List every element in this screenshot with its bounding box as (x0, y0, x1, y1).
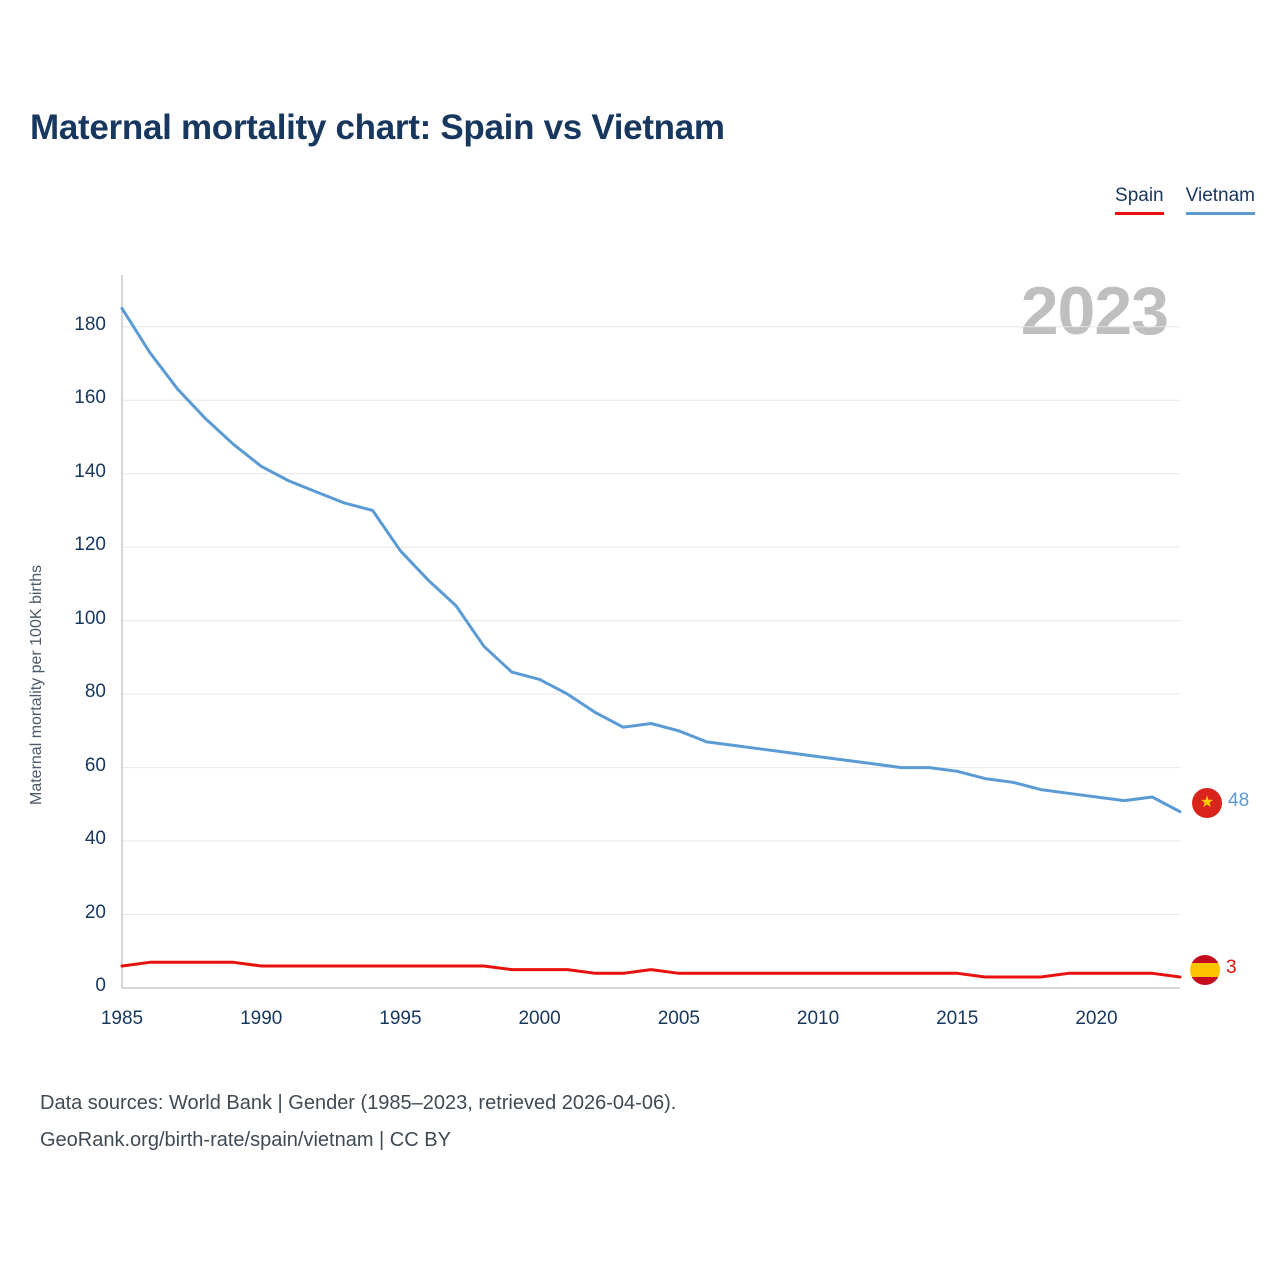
y-tick-label: 60 (84, 754, 106, 776)
x-tick-label: 2015 (936, 1008, 979, 1029)
legend-item-spain[interactable]: Spain (1115, 186, 1164, 215)
x-tick-label: 2000 (518, 1008, 561, 1029)
spain-end-value: 3 (1226, 957, 1237, 978)
x-tick-label: 1990 (240, 1008, 283, 1029)
y-tick-label: 100 (74, 607, 106, 629)
y-tick-label: 160 (74, 387, 106, 409)
y-tick-label: 0 (95, 975, 106, 996)
series-paths (122, 308, 1180, 977)
y-tick-label: 80 (84, 681, 106, 703)
legend-item-vietnam[interactable]: Vietnam (1186, 186, 1255, 215)
vietnam-end-value: 48 (1228, 790, 1250, 811)
year-badge: 2023 (1020, 273, 1168, 349)
footer (40, 1085, 676, 1159)
x-tick-label: 1985 (100, 1008, 144, 1029)
page-title: Maternal mortality chart: Spain vs Vietnam (30, 108, 725, 147)
x-tick-label: 2010 (796, 1008, 840, 1029)
axis-lines (122, 275, 1180, 988)
series-line-vietnam (122, 308, 1180, 811)
series-line-spain (122, 962, 1180, 977)
y-tick-label: 20 (84, 901, 106, 923)
spain-flag-icon (1190, 955, 1220, 985)
x-tick-label: 2020 (1075, 1008, 1118, 1029)
y-tick-label: 140 (74, 460, 106, 482)
y-tick-label: 40 (84, 828, 106, 850)
y-tick-label: 120 (74, 534, 106, 556)
star-icon: ★ (1199, 794, 1215, 811)
y-tick-label: 180 (74, 313, 106, 335)
footer-line-2: GeoRank.org/birth-rate/spain/vietnam | CC BY (40, 1129, 451, 1151)
x-tick-label: 1995 (379, 1008, 422, 1029)
y-axis-label: Maternal mortality per 100K births (28, 564, 45, 805)
footer-line-1: Data sources: World Bank | Gender (1985–2023, retrieved 2026-04-06). (40, 1092, 677, 1114)
x-tick-label: 2005 (657, 1008, 700, 1029)
gridlines (122, 327, 1180, 988)
vietnam-flag-icon (1192, 788, 1222, 818)
